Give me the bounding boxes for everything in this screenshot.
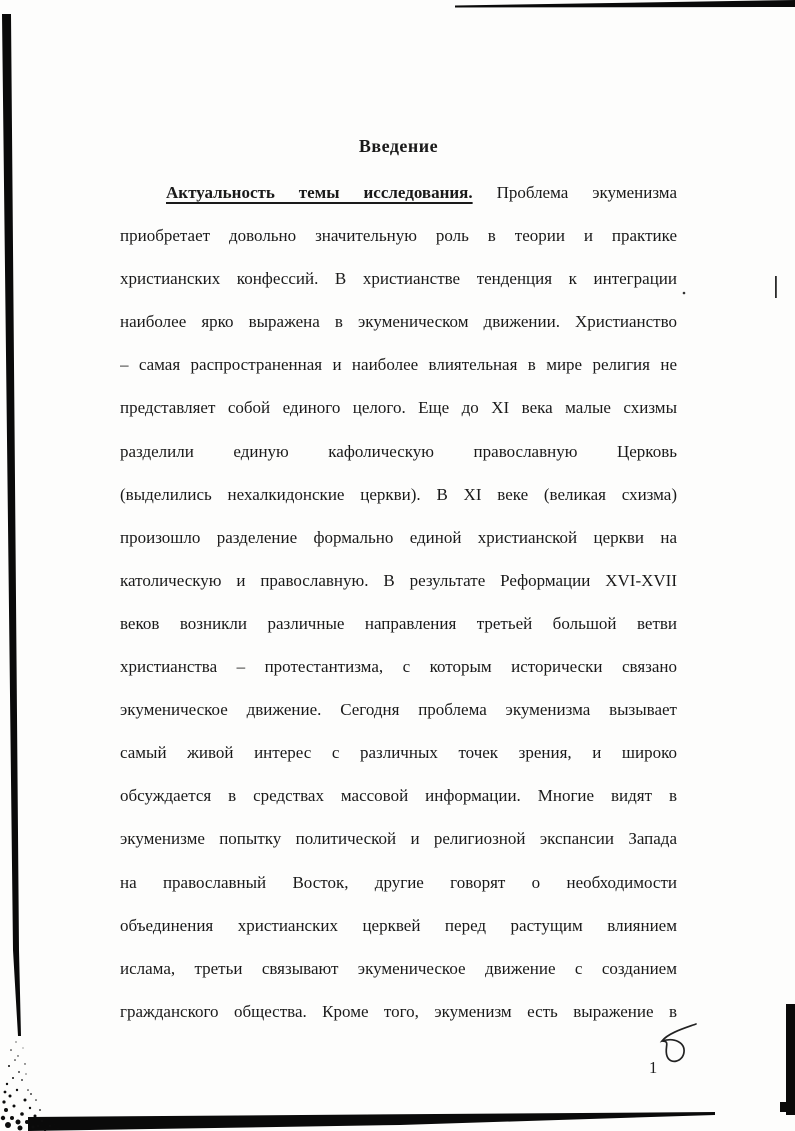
text-line: наиболее ярко выражена в экуменическом движении. Христианство xyxy=(120,312,677,332)
text-line: гражданского общества. Кроме того, экуменизм есть выражение в xyxy=(120,1001,677,1021)
text-line: (выделились нехалкидонские церкви). В XI веке (великая схизма) xyxy=(120,484,677,504)
scan-noise-speckle xyxy=(1,1041,59,1131)
scan-edge-left xyxy=(2,14,21,1036)
page-number: 1 xyxy=(649,1058,658,1077)
text-line: произошло разделение формально единой христианской церкви на xyxy=(120,527,677,547)
scan-edge-right-foot xyxy=(780,1102,787,1112)
text-line: католическую и православную. В результате Реформации XVI-XVII xyxy=(120,570,677,590)
text-line: экуменизме попытку политической и религиозной экспансии Запада xyxy=(120,829,677,849)
text-line xyxy=(120,171,677,214)
text-line: экуменическое движение. Сегодня проблема экуменизма вызывает xyxy=(120,700,677,720)
scan-edge-right xyxy=(786,1004,795,1115)
lead-phrase: Актуальность темы исследования. xyxy=(166,183,473,202)
text-line: ислама, третьи связывают экуменическое движение с созданием xyxy=(120,958,677,978)
text-line: обсуждается в средствах массовой информации. Многие видят в xyxy=(120,786,677,806)
scan-edge-bottom xyxy=(28,1112,715,1131)
text-line: объединения христианских церквей перед растущим влиянием xyxy=(120,915,677,935)
stray-dot xyxy=(683,292,686,295)
text-line: представляет собой единого целого. Еще до XI века малые схизмы xyxy=(120,398,677,418)
text-line: приобретает довольно значительную роль в теории и практике xyxy=(120,226,677,246)
text-line: христианских конфессий. В христианстве тенденция к интеграции xyxy=(120,269,677,289)
text-line: на православный Восток, другие говорят о необходимости xyxy=(120,872,677,892)
text-line: веков возникли различные направления третьей большой ветви xyxy=(120,613,677,633)
page-title: Введение xyxy=(358,136,439,156)
text-line: самый живой интерес с различных точек зрения, и широко xyxy=(120,743,677,763)
margin-tick xyxy=(775,276,777,298)
text-line: христианства – протестантизма, с которым исторически связано xyxy=(120,657,677,677)
paragraph xyxy=(120,171,677,1033)
scan-edge-top xyxy=(455,0,795,8)
text-line: – самая распространенная и наиболее влиятельная в мире религия не xyxy=(120,355,677,375)
lead-rest: Проблема экуменизма xyxy=(472,183,677,202)
text-line: разделили единую кафолическую православную Церковь xyxy=(120,441,677,461)
